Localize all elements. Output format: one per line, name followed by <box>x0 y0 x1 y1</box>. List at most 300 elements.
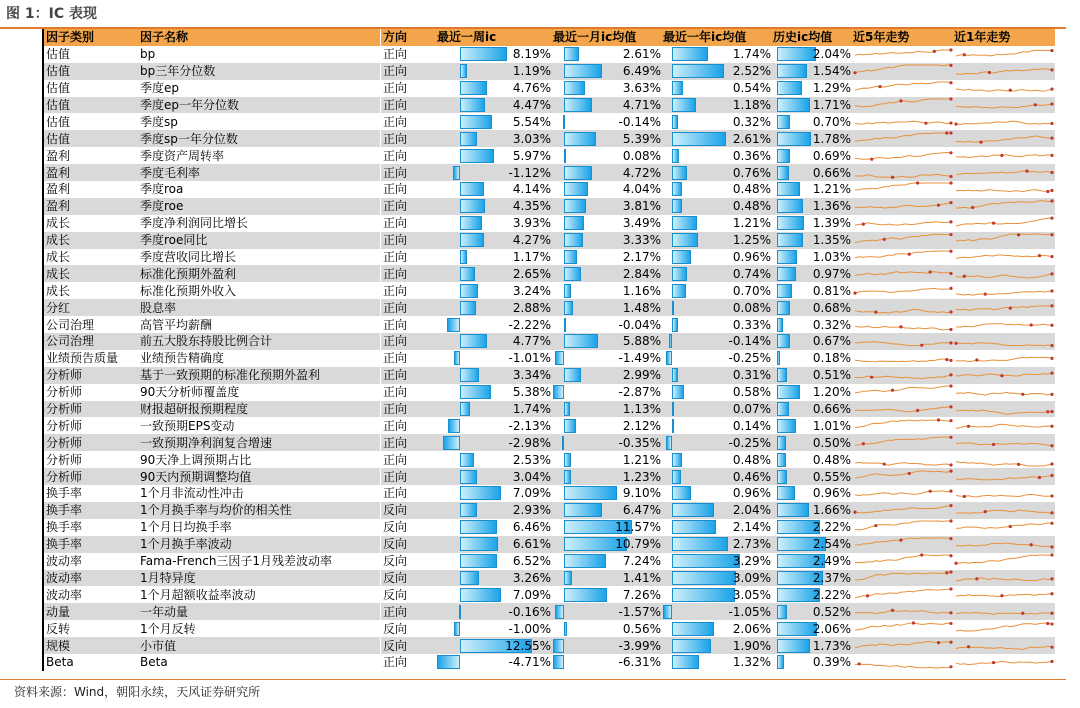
table-row <box>43 570 1055 587</box>
ic-bar <box>672 132 726 146</box>
ic-value-cell <box>553 80 663 97</box>
factor-direction: 正向 <box>381 316 437 333</box>
ic-value-cell <box>553 316 663 333</box>
trend-sparkline-1y <box>954 468 1055 485</box>
ic-value-cell <box>773 164 853 181</box>
factor-category: 成长 <box>43 282 138 299</box>
factor-direction: 正向 <box>381 130 437 147</box>
ic-value-cell <box>437 519 553 536</box>
sparkline-path <box>855 589 951 598</box>
ic-value-cell <box>553 147 663 164</box>
sparkline-path <box>956 154 1052 157</box>
ic-value-cell <box>773 97 853 114</box>
ic-bar <box>553 385 564 399</box>
ic-value-cell <box>773 198 853 215</box>
ic-value: 6.49% <box>622 64 661 79</box>
trend-sparkline-1y <box>954 249 1055 266</box>
trend-sparkline-1y <box>954 485 1055 502</box>
ic-value: 6.46% <box>512 520 551 535</box>
ic-value-cell <box>773 316 853 333</box>
factor-category: 公司治理 <box>43 333 138 350</box>
factor-category: 换手率 <box>43 502 138 519</box>
ic-bar <box>564 199 586 213</box>
ic-value-cell <box>437 198 553 215</box>
ic-value-cell <box>437 113 553 130</box>
ic-value-cell <box>773 553 853 570</box>
sparkline-path <box>956 121 1052 124</box>
table-row <box>43 333 1055 350</box>
ic-value: 0.66% <box>812 165 851 180</box>
ic-bar <box>460 554 497 568</box>
ic-bar <box>777 199 804 213</box>
ic-value-cell <box>553 536 663 553</box>
sparkline-path <box>956 201 1052 209</box>
sparkline-marker <box>963 275 966 278</box>
ic-value: 2.61% <box>732 131 771 146</box>
ic-value: 1.73% <box>812 638 851 653</box>
sparkline-marker <box>853 71 856 74</box>
sparkline-marker <box>992 443 995 446</box>
sparkline-end-marker <box>949 640 952 643</box>
header-category: 因子类别 <box>43 29 138 46</box>
sparkline-path <box>855 99 951 107</box>
ic-value: 0.39% <box>812 655 851 670</box>
trend-sparkline-1y <box>954 603 1055 620</box>
factor-category: 分析师 <box>43 434 138 451</box>
ic-value-cell <box>553 299 663 316</box>
ic-bar <box>564 486 618 500</box>
sparkline-path <box>956 543 1052 547</box>
ic-value-cell <box>663 519 773 536</box>
ic-value-cell <box>663 63 773 80</box>
bottom-rule <box>0 679 1066 680</box>
sparkline-end-marker <box>949 310 952 313</box>
ic-value-cell <box>437 417 553 434</box>
sparkline-end-marker <box>949 570 952 573</box>
ic-bar <box>460 98 486 112</box>
sparkline-path <box>956 89 1052 91</box>
sparkline-marker <box>870 157 873 160</box>
table-row <box>43 249 1055 266</box>
factor-category: 成长 <box>43 215 138 232</box>
trend-sparkline-1y <box>954 570 1055 587</box>
ic-bar <box>553 655 564 669</box>
factor-category: 成长 <box>43 265 138 282</box>
trend-sparkline-1y <box>954 282 1055 299</box>
factor-name: 季度roa <box>138 181 381 198</box>
table-row <box>43 654 1055 671</box>
ic-value-cell <box>663 468 773 485</box>
ic-value-cell <box>437 80 553 97</box>
factor-direction: 反向 <box>381 637 437 654</box>
ic-bar <box>672 419 675 433</box>
factor-direction: 正向 <box>381 97 437 114</box>
sparkline-path <box>956 234 1052 241</box>
ic-value: 3.05% <box>732 587 771 602</box>
sparkline-end-marker <box>1050 233 1053 236</box>
sparkline-end-marker <box>949 621 952 624</box>
sparkline-path <box>956 358 1052 362</box>
factor-direction: 正向 <box>381 232 437 249</box>
ic-value-cell <box>663 113 773 130</box>
ic-value: -1.05% <box>728 604 771 619</box>
sparkline-marker <box>1030 323 1033 326</box>
ic-value-cell <box>663 502 773 519</box>
trend-sparkline-5y <box>853 299 954 316</box>
ic-value-cell <box>773 147 853 164</box>
trend-sparkline-1y <box>954 46 1055 63</box>
ic-bar <box>672 301 674 315</box>
ic-value-cell <box>663 80 773 97</box>
sparkline-marker <box>1030 543 1033 546</box>
ic-value: 0.70% <box>732 283 771 298</box>
sparkline-end-marker <box>949 436 952 439</box>
ic-value-cell <box>663 451 773 468</box>
trend-sparkline-5y <box>853 502 954 519</box>
ic-value: 4.76% <box>512 81 551 96</box>
trend-sparkline-5y <box>853 316 954 333</box>
ic-bar <box>672 368 678 382</box>
sparkline-path <box>855 641 951 647</box>
header-row <box>43 29 1055 46</box>
ic-value-cell <box>437 603 553 620</box>
ic-value-cell <box>437 316 553 333</box>
ic-value-cell <box>773 485 853 502</box>
sparkline-path <box>855 437 951 445</box>
trend-sparkline-1y <box>954 417 1055 434</box>
sparkline-end-marker <box>1050 357 1053 360</box>
ic-value: 0.97% <box>812 266 851 281</box>
sparkline-path <box>855 65 951 73</box>
sparkline-marker <box>908 253 911 256</box>
ic-value: 0.08% <box>732 300 771 315</box>
ic-value: 2.93% <box>512 503 551 518</box>
trend-sparkline-1y <box>954 333 1055 350</box>
ic-value-cell <box>437 265 553 282</box>
ic-value-cell <box>437 468 553 485</box>
sparkline-end-marker <box>949 81 952 84</box>
ic-bar <box>777 233 803 247</box>
factor-name: 季度ep <box>138 80 381 97</box>
sparkline-path <box>855 50 951 56</box>
ic-bar <box>672 453 682 467</box>
table-row <box>43 299 1055 316</box>
ic-value: 0.55% <box>812 469 851 484</box>
sparkline-path <box>855 506 951 513</box>
sparkline-end-marker <box>1050 122 1053 125</box>
ic-value: 1.16% <box>622 283 661 298</box>
ic-value-cell <box>663 401 773 418</box>
trend-sparkline-5y <box>853 113 954 130</box>
ic-value: 12.55% <box>505 638 551 653</box>
sparkline-path <box>956 495 1052 498</box>
factor-direction: 正向 <box>381 384 437 401</box>
table-row <box>43 265 1055 282</box>
ic-value-cell <box>663 570 773 587</box>
sparkline-path <box>956 662 1052 665</box>
ic-value: -2.13% <box>508 418 551 433</box>
sparkline-end-marker <box>949 490 952 493</box>
sparkline-end-marker <box>949 504 952 507</box>
ic-value: 0.54% <box>732 81 771 96</box>
sparkline-path <box>855 420 951 428</box>
ic-value-cell <box>663 265 773 282</box>
ic-value: 0.56% <box>622 621 661 636</box>
sparkline-end-marker <box>1050 272 1053 275</box>
ic-bar <box>460 216 483 230</box>
sparkline-path <box>855 288 951 293</box>
ic-value: -0.25% <box>728 435 771 450</box>
table-row <box>43 536 1055 553</box>
sparkline-marker <box>1021 393 1024 396</box>
sparkline-marker <box>908 471 911 474</box>
trend-sparkline-1y <box>954 451 1055 468</box>
factor-direction: 正向 <box>381 282 437 299</box>
trend-sparkline-1y <box>954 519 1055 536</box>
sparkline-marker <box>883 238 886 241</box>
ic-value-cell <box>553 451 663 468</box>
ic-bar <box>777 250 797 264</box>
factor-category: 反转 <box>43 620 138 637</box>
sparkline-end-marker <box>1050 645 1053 648</box>
sparkline-end-marker <box>949 121 952 124</box>
factor-category: 成长 <box>43 232 138 249</box>
trend-sparkline-5y <box>853 164 954 181</box>
ic-bar <box>777 622 817 636</box>
ic-value: 1.74% <box>512 402 551 417</box>
ic-value: 0.48% <box>732 452 771 467</box>
sparkline-path <box>956 461 1052 466</box>
ic-bar <box>564 301 573 315</box>
table-row <box>43 502 1055 519</box>
ic-value-cell <box>553 384 663 401</box>
factor-direction: 正向 <box>381 401 437 418</box>
sparkline-marker <box>1000 154 1003 157</box>
ic-bar <box>564 98 592 112</box>
ic-value: 3.26% <box>512 570 551 585</box>
sparkline-path <box>855 386 951 393</box>
factor-direction: 正向 <box>381 333 437 350</box>
sparkline-marker <box>954 122 957 125</box>
ic-bar <box>564 588 607 602</box>
ic-value: 1.21% <box>622 452 661 467</box>
factor-name: 季度ep一年分位数 <box>138 97 381 114</box>
trend-sparkline-5y <box>853 46 954 63</box>
sparkline-marker <box>954 342 957 345</box>
sparkline-path <box>855 555 951 563</box>
ic-bar <box>460 571 479 585</box>
factor-name: 一致预期EPS变动 <box>138 417 381 434</box>
sparkline-marker <box>929 270 932 273</box>
sparkline-marker <box>874 310 877 313</box>
sparkline-path <box>855 462 951 465</box>
ic-value: 3.63% <box>622 81 661 96</box>
ic-value: 0.48% <box>812 452 851 467</box>
sparkline-path <box>855 133 951 141</box>
ic-bar <box>460 233 484 247</box>
ic-value: -2.22% <box>508 317 551 332</box>
ic-value-cell <box>437 654 553 671</box>
sparkline-path <box>956 623 1052 631</box>
ic-value: -4.71% <box>508 655 551 670</box>
sparkline-path <box>855 251 951 258</box>
sparkline-end-marker <box>1050 136 1053 139</box>
factor-name: 标准化预期外收入 <box>138 282 381 299</box>
sparkline-end-marker <box>1050 577 1053 580</box>
ic-value-cell <box>663 350 773 367</box>
ic-value: 4.35% <box>512 199 551 214</box>
ic-value: 0.96% <box>812 486 851 501</box>
sparkline-path <box>956 510 1052 513</box>
sparkline-path <box>855 326 951 330</box>
trend-sparkline-5y <box>853 536 954 553</box>
ic-value-cell <box>773 232 853 249</box>
ic-value-cell <box>437 97 553 114</box>
ic-value: 3.03% <box>512 131 551 146</box>
sparkline-marker <box>1009 525 1012 528</box>
trend-sparkline-5y <box>853 553 954 570</box>
ic-value: 1.21% <box>732 216 771 231</box>
ic-bar <box>460 182 484 196</box>
ic-value-cell <box>773 620 853 637</box>
sparkline-marker <box>1046 622 1049 625</box>
header-year-ic: 最近一年ic均值 <box>663 29 773 46</box>
factor-name: 季度营收同比增长 <box>138 249 381 266</box>
trend-sparkline-5y <box>853 282 954 299</box>
ic-value: 3.81% <box>622 199 661 214</box>
factor-category: 盈利 <box>43 147 138 164</box>
sparkline-end-marker <box>1050 495 1053 498</box>
sparkline-path <box>956 291 1052 295</box>
sparkline-end-marker <box>949 49 952 52</box>
trend-sparkline-1y <box>954 637 1055 654</box>
ic-value-cell <box>553 367 663 384</box>
ic-bar <box>777 470 788 484</box>
factor-category: 波动率 <box>43 570 138 587</box>
ic-value-cell <box>663 333 773 350</box>
trend-sparkline-5y <box>853 232 954 249</box>
table-row <box>43 113 1055 130</box>
sparkline-marker <box>866 594 869 597</box>
ic-value: 0.51% <box>812 368 851 383</box>
ic-bar <box>777 318 783 332</box>
ic-value: 1.35% <box>812 233 851 248</box>
ic-bar <box>460 368 479 382</box>
sparkline-end-marker <box>1050 410 1053 413</box>
factor-category: 盈利 <box>43 164 138 181</box>
factor-category: 盈利 <box>43 198 138 215</box>
sparkline-end-marker <box>949 385 952 388</box>
ic-value-cell <box>663 232 773 249</box>
sparkline-end-marker <box>949 64 952 67</box>
ic-value-cell <box>437 164 553 181</box>
ic-bar <box>777 385 800 399</box>
sparkline-end-marker <box>1050 170 1053 173</box>
ic-bar <box>666 351 671 365</box>
ic-value: 4.47% <box>512 98 551 112</box>
sparkline-end-marker <box>1050 344 1053 347</box>
factor-direction: 反向 <box>381 570 437 587</box>
trend-sparkline-1y <box>954 384 1055 401</box>
ic-value: -1.57% <box>618 604 661 619</box>
sparkline-path <box>956 555 1052 563</box>
table-row <box>43 620 1055 637</box>
ic-bar <box>447 318 460 332</box>
ic-value: 0.31% <box>732 368 771 383</box>
sparkline-marker <box>937 418 940 421</box>
ic-value-cell <box>773 502 853 519</box>
ic-value: 2.99% <box>622 368 661 383</box>
sparkline-marker <box>899 99 902 102</box>
sparkline-marker <box>945 131 948 134</box>
ic-bar <box>555 605 564 619</box>
sparkline-path <box>855 121 951 124</box>
sparkline-end-marker <box>949 221 952 224</box>
sparkline-end-marker <box>1050 68 1053 71</box>
trend-sparkline-1y <box>954 164 1055 181</box>
sparkline-end-marker <box>1050 611 1053 614</box>
ic-value-cell <box>437 299 553 316</box>
sparkline-marker <box>937 641 940 644</box>
sparkline-marker <box>1046 190 1049 193</box>
ic-bar <box>672 47 708 61</box>
ic-bar <box>454 622 460 636</box>
trend-sparkline-1y <box>954 113 1055 130</box>
ic-value-cell <box>663 434 773 451</box>
ic-value-cell <box>663 299 773 316</box>
ic-value: 1.90% <box>732 638 771 653</box>
ic-bar <box>460 284 479 298</box>
ic-bar <box>672 318 679 332</box>
ic-bar <box>564 571 572 585</box>
ic-bar <box>437 655 460 669</box>
sparkline-marker <box>954 562 957 565</box>
ic-value-cell <box>437 282 553 299</box>
sparkline-path <box>855 572 951 580</box>
sparkline-path <box>855 610 951 613</box>
ic-value: 2.65% <box>512 266 551 281</box>
factor-category: 换手率 <box>43 519 138 536</box>
table-row <box>43 637 1055 654</box>
ic-bar <box>663 605 672 619</box>
ic-value-cell <box>773 181 853 198</box>
table-row <box>43 417 1055 434</box>
header-month-ic: 最近一月ic均值 <box>553 29 663 46</box>
ic-value-cell <box>663 46 773 63</box>
sparkline-end-marker <box>949 463 952 466</box>
ic-value-cell <box>553 164 663 181</box>
sparkline-marker <box>984 510 987 513</box>
ic-value-cell <box>553 350 663 367</box>
ic-bar <box>564 47 579 61</box>
table-row <box>43 198 1055 215</box>
sparkline-path <box>956 392 1052 395</box>
table-row <box>43 316 1055 333</box>
ic-bar <box>564 64 602 78</box>
factor-name: 1个月超额收益率波动 <box>138 586 381 603</box>
ic-value-cell <box>553 265 663 282</box>
ic-value: 3.33% <box>622 233 661 248</box>
sparkline-marker <box>899 325 902 328</box>
sparkline-path <box>855 82 951 90</box>
sparkline-path <box>956 475 1052 479</box>
ic-bar <box>672 115 679 129</box>
sparkline-marker <box>883 462 886 465</box>
ic-value: 3.93% <box>512 216 551 231</box>
sparkline-end-marker <box>1050 217 1053 220</box>
ic-value-cell <box>553 63 663 80</box>
ic-value-cell <box>553 401 663 418</box>
